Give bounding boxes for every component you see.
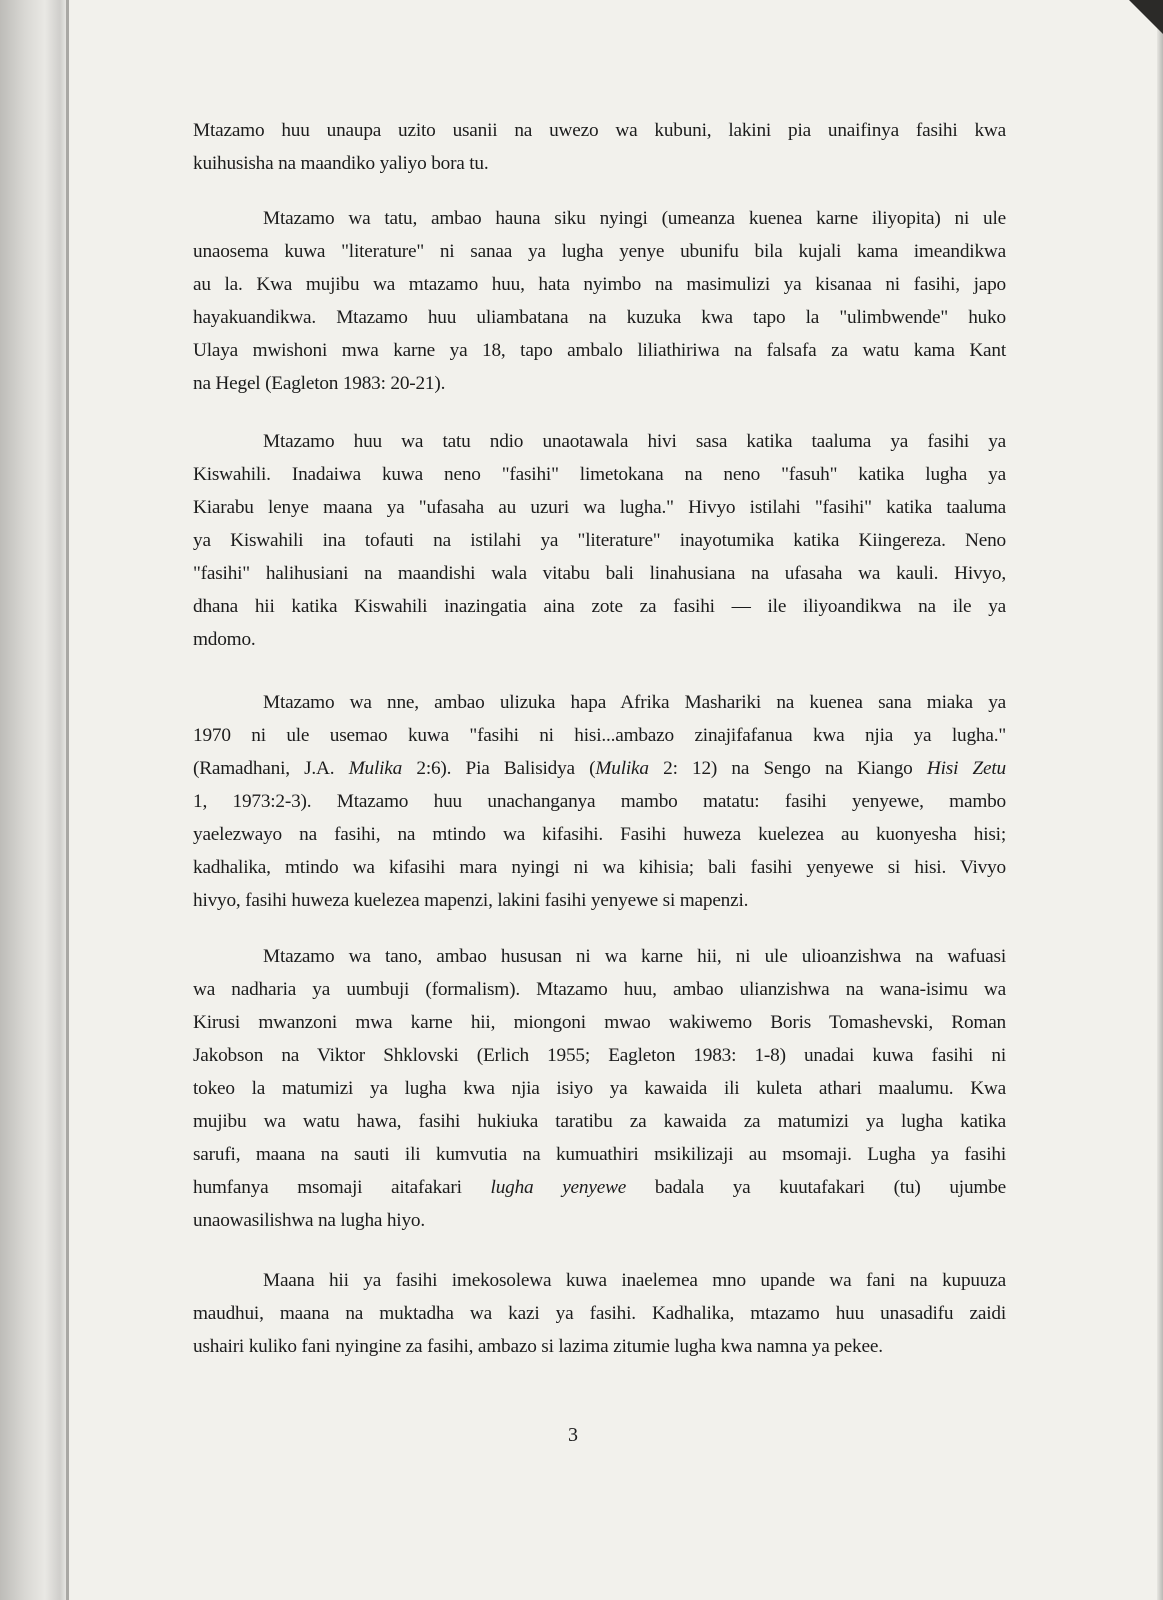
italic-text: Hisi Zetu xyxy=(926,758,1006,779)
line-text: 1, 1973:2-3). Mtazamo huu unachanganya mambo matatu: fasihi yenyewe, mambo xyxy=(193,791,1006,812)
line-text: Mtazamo wa tatu, ambao hauna siku nyingi (umeanza kuenea karne iliyopita) ni ule xyxy=(263,208,1006,229)
line-text: Mtazamo huu wa tatu ndio unaotawala hivi sasa katika taaluma ya fasihi ya xyxy=(263,431,1006,452)
text-line xyxy=(193,268,1006,301)
text-line xyxy=(193,851,1006,884)
text-line xyxy=(193,334,1006,367)
text-line xyxy=(193,1072,1006,1105)
page-number: 3 xyxy=(568,1424,578,1446)
text-line xyxy=(193,1138,1006,1171)
text-line xyxy=(193,940,1006,973)
paragraph xyxy=(193,202,1006,400)
text-line xyxy=(193,686,1006,719)
line-text: 1970 ni ule usemao kuwa "fasihi ni hisi...ambazo zinajifafanua kwa njia ya lugha." xyxy=(193,725,1006,746)
line-text: Maana hii ya fasihi imekosolewa kuwa inaelemea mno upande wa fani na kupuuza xyxy=(263,1270,1006,1291)
line-text: Mtazamo huu unaupa uzito usanii na uwezo wa kubuni, lakini pia unaifinya fasihi kwa xyxy=(193,120,1006,141)
text-line xyxy=(193,785,1006,818)
text-line xyxy=(193,1105,1006,1138)
line-text xyxy=(193,1177,1006,1198)
line-text: au la. Kwa mujibu wa mtazamo huu, hata nyimbo na masimulizi ya kisanaa ni fasihi, japo xyxy=(193,274,1006,295)
line-text: unaowasilishwa na lugha hiyo. xyxy=(193,1210,425,1231)
text-segment: 2: 12) na Sengo na Kiango xyxy=(648,758,927,779)
text-line xyxy=(193,1297,1006,1330)
line-text: unaosema kuwa "literature" ni sanaa ya lugha yenye ubunifu bila kujali kama imeandikwa xyxy=(193,241,1006,262)
line-text: Kirusi mwanzoni mwa karne hii, miongoni mwao wakiwemo Boris Tomashevski, Roman xyxy=(193,1012,1006,1033)
text-segment: (Ramadhani, J.A. xyxy=(193,758,349,779)
line-text: tokeo la matumizi ya lugha kwa njia isiyo ya kawaida ili kuleta athari maalumu. Kwa xyxy=(193,1078,1006,1099)
line-text: Kiswahili. Inadaiwa kuwa neno "fasihi" limetokana na neno "fasuh" katika lugha ya xyxy=(193,464,1006,485)
paragraph xyxy=(193,940,1006,1237)
line-text: Mtazamo wa tano, ambao hususan ni wa karne hii, ni ule ulioanzishwa na wafuasi xyxy=(263,946,1006,967)
line-text: Ulaya mwishoni mwa karne ya 18, tapo ambalo liliathiriwa na falsafa za watu kama Kant xyxy=(193,340,1006,361)
text-line xyxy=(193,1039,1006,1072)
page-right-edge xyxy=(1157,0,1163,1600)
text-line xyxy=(193,1264,1006,1297)
paragraph xyxy=(193,686,1006,917)
line-text: maudhui, maana na muktadha wa kazi ya fasihi. Kadhalika, mtazamo huu unasadifu zaidi xyxy=(193,1303,1006,1324)
text-line xyxy=(193,235,1006,268)
text-line xyxy=(193,524,1006,557)
line-text: Kiarabu lenye maana ya "ufasaha au uzuri wa lugha." Hivyo istilahi "fasihi" katika taaluma xyxy=(193,497,1006,518)
italic-text: lugha yenyewe xyxy=(490,1177,627,1198)
text-line xyxy=(193,719,1006,752)
line-text: hayakuandikwa. Mtazamo huu uliambatana na kuzuka kwa tapo la "ulimbwende" huko xyxy=(193,307,1006,328)
line-text: ya Kiswahili ina tofauti na istilahi ya "literature" inayotumika katika Kiingereza. Neno xyxy=(193,530,1006,551)
text-line xyxy=(193,752,1006,785)
folded-corner xyxy=(1129,0,1163,34)
text-segment: humfanya msomaji aitafakari xyxy=(193,1177,491,1198)
line-text: na Hegel (Eagleton 1983: 20-21). xyxy=(193,373,446,394)
text-line xyxy=(193,818,1006,851)
line-text: hivyo, fasihi huweza kuelezea mapenzi, lakini fasihi yenyewe si mapenzi. xyxy=(193,890,749,911)
line-text: Jakobson na Viktor Shklovski (Erlich 1955; Eagleton 1983: 1-8) unadai kuwa fasihi ni xyxy=(193,1045,1006,1066)
text-line xyxy=(193,1006,1006,1039)
text-line xyxy=(193,623,1006,656)
text-line xyxy=(193,458,1006,491)
line-text: kuihusisha na maandiko yaliyo bora tu. xyxy=(193,153,489,174)
paragraph xyxy=(193,425,1006,656)
line-text: mujibu wa watu hawa, fasihi hukiuka taratibu za kawaida za matumizi ya lugha katika xyxy=(193,1111,1006,1132)
line-text: wa nadharia ya uumbuji (formalism). Mtazamo huu, ambao ulianzishwa na wana-isimu wa xyxy=(193,979,1006,1000)
paragraph xyxy=(193,114,1006,180)
text-segment: 2:6). Pia Balisidya ( xyxy=(402,758,596,779)
text-line xyxy=(193,884,1006,917)
text-line xyxy=(193,1171,1006,1204)
text-line xyxy=(193,557,1006,590)
text-line xyxy=(193,1204,1006,1237)
line-text: Mtazamo wa nne, ambao ulizuka hapa Afrika Mashariki na kuenea sana miaka ya xyxy=(263,692,1006,713)
text-segment: badala ya kuutafakari (tu) ujumbe xyxy=(626,1177,1006,1198)
line-text: dhana hii katika Kiswahili inazingatia aina zote za fasihi — ile iliyoandikwa na ile ya xyxy=(193,596,1006,617)
line-text: yaelezwayo na fasihi, na mtindo wa kifasihi. Fasihi huweza kuelezea au kuonyesha hisi; xyxy=(193,824,1006,845)
text-line xyxy=(193,147,1006,180)
line-text: ushairi kuliko fani nyingine za fasihi, ambazo si lazima zitumie lugha kwa namna ya pekee. xyxy=(193,1336,883,1357)
text-line xyxy=(193,1330,1006,1363)
line-text: "fasihi" halihusiani na maandishi wala vitabu bali linahusiana na ufasaha wa kauli. Hivyo, xyxy=(193,563,1006,584)
text-line xyxy=(193,491,1006,524)
text-line xyxy=(193,202,1006,235)
text-line xyxy=(193,425,1006,458)
text-line xyxy=(193,973,1006,1006)
italic-text: Mulika xyxy=(348,758,403,779)
text-line xyxy=(193,301,1006,334)
line-text: sarufi, maana na sauti ili kumvutia na kumuathiri msikilizaji au msomaji. Lugha ya fasihi xyxy=(193,1144,1006,1165)
text-line xyxy=(193,590,1006,623)
line-text: mdomo. xyxy=(193,629,256,650)
line-text xyxy=(193,758,1006,779)
italic-text: Mulika xyxy=(595,758,649,779)
line-text: kadhalika, mtindo wa kifasihi mara nyingi ni wa kihisia; bali fasihi yenyewe si hisi. Vivyo xyxy=(193,857,1006,878)
text-line xyxy=(193,367,1006,400)
text-line xyxy=(193,114,1006,147)
binding-shadow xyxy=(0,0,66,1600)
paragraph xyxy=(193,1264,1006,1363)
page-edge xyxy=(66,0,69,1600)
